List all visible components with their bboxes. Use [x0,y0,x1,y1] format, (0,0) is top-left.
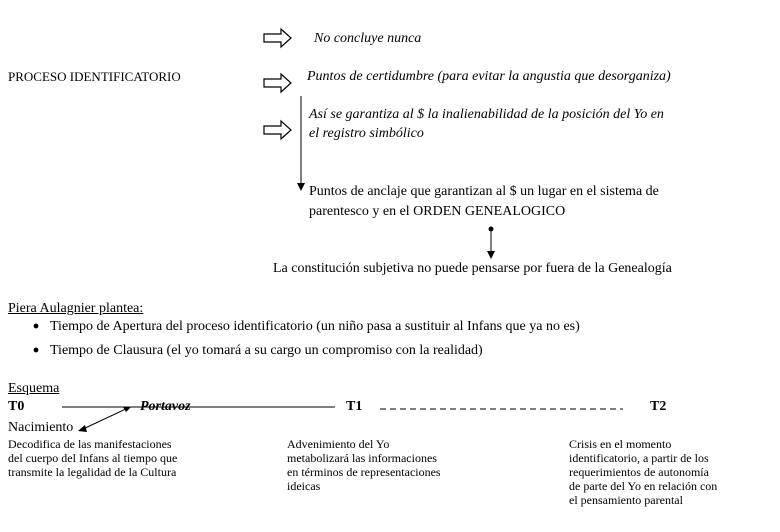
portavoz-label: Portavoz [140,399,191,414]
portavoz-arrow-line [81,408,128,430]
esquema-title: Esquema [8,381,60,396]
column-line: transmite la legalidad de la Cultura [8,465,177,479]
arrow-right-icon [264,74,291,92]
column-line: ideicas [287,479,321,493]
garantiza-text-2: el registro simbólico [309,126,424,141]
list-item: Tiempo de Apertura del proceso identificatorio (un niño pasa a sustituir al Infans que ya no es) [50,319,580,334]
column-line: identificatorio, a partir de los [569,451,709,465]
column-line: Decodifica de las manifestaciones [8,437,172,451]
arrow-head [487,251,495,259]
arrow-head [78,425,87,432]
t1-label: T1 [346,399,363,414]
column-line: en términos de representaciones [287,465,441,479]
t0-label: T0 [8,399,25,414]
column-line: requerimientos de autonomía [569,465,709,479]
proceso-identificatorio-label: PROCESO IDENTIFICATORIO [8,69,181,84]
column-line: del cuerpo del Infans al tiempo que [8,451,178,465]
constitucion-text: La constitución subjetiva no puede pensarse por fuera de la Genealogía [273,261,672,276]
arrow-right-icon [264,29,291,47]
column-line: de parte del Yo en relación con [569,479,718,493]
no-concluye-text: No concluye nunca [314,31,422,46]
column-line: el pensamiento parental [569,493,683,507]
bullet [34,324,39,329]
column-t1-description [287,437,441,493]
column-line: Crisis en el momento [569,437,672,451]
bullet [34,348,39,353]
column-line: Advenimiento del Yo [287,437,390,451]
column-line: metabolizará las informaciones [287,451,437,465]
column-t2-description [569,437,717,507]
anclaje-text-2: parentesco y en el ORDEN GENEALOGICO [309,204,566,219]
piera-title: Piera Aulagnier plantea: [8,301,144,316]
arrow-right-icon [264,121,291,139]
arrow-head [297,183,305,191]
list-item: Tiempo de Clausura (el yo tomará a su cargo un compromiso con la realidad) [50,343,483,358]
garantiza-text-1: Así se garantiza al $ la inalienabilidad de la posición del Yo en [309,107,664,122]
nacimiento-label: Nacimiento [8,420,74,435]
column-portavoz-description [8,437,177,479]
anclaje-text-1: Puntos de anclaje que garantizan al $ un lugar en el sistema de [309,184,659,199]
t2-label: T2 [650,399,667,414]
dot [489,227,494,232]
puntos-certidumbre-text: Puntos de certidumbre (para evitar la angustia que desorganiza) [307,69,671,84]
